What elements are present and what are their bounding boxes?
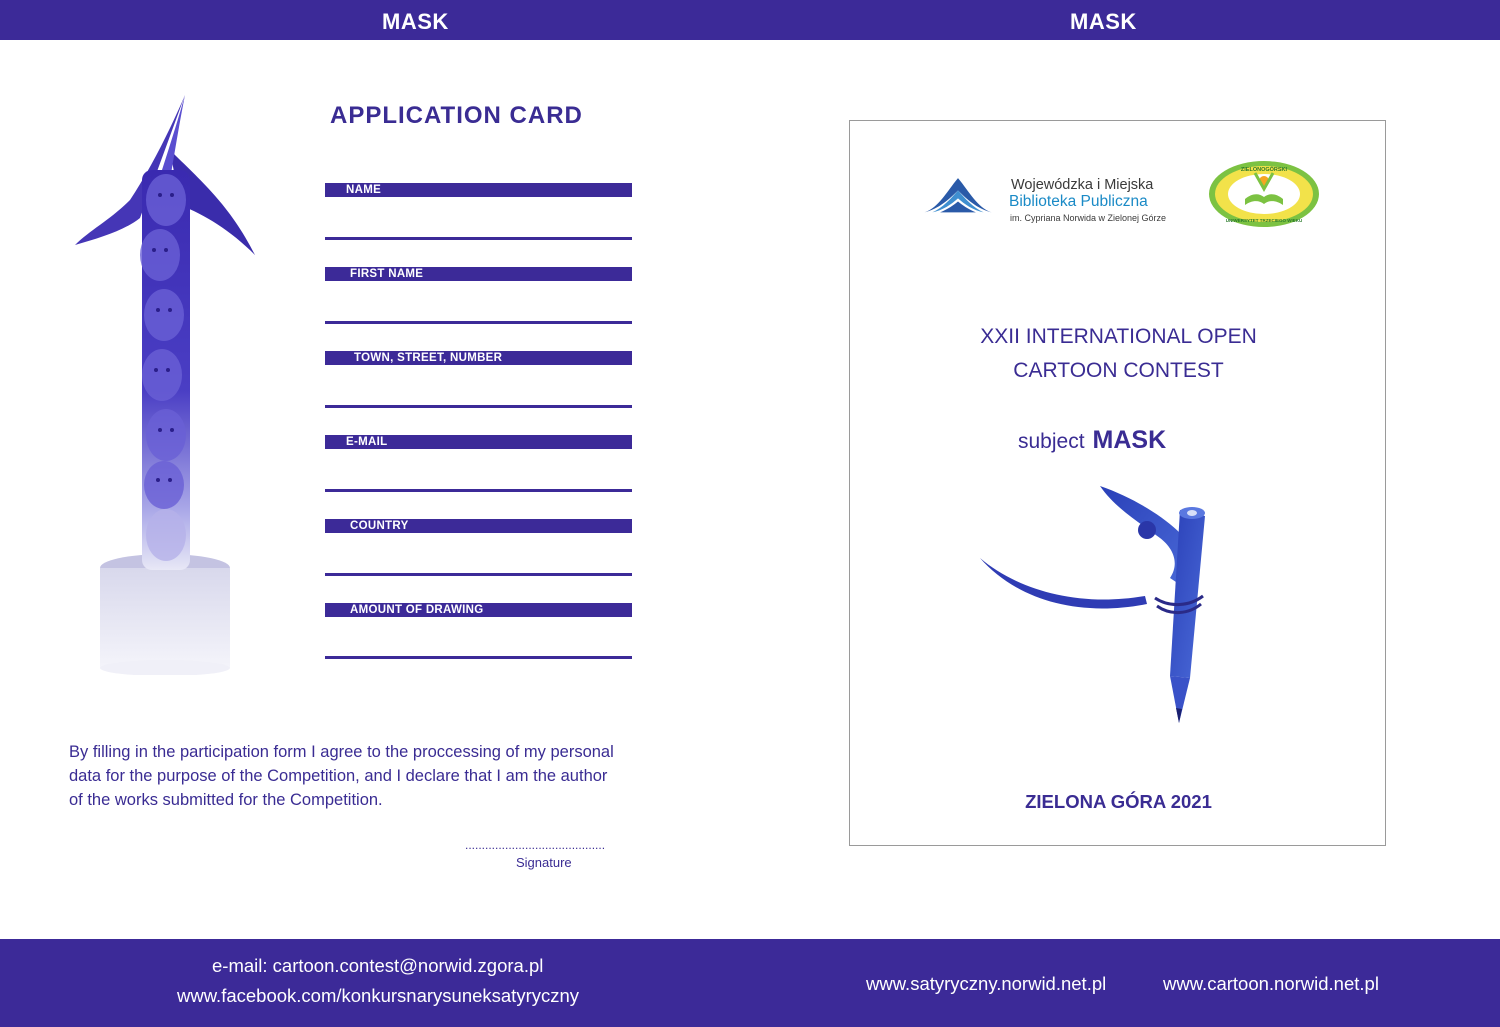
footer-bar xyxy=(0,939,1500,1027)
name-field[interactable] xyxy=(325,237,632,240)
left-page-title: MASK xyxy=(382,9,449,34)
first-name-field[interactable] xyxy=(325,321,632,324)
first-name-field-label xyxy=(325,267,632,281)
country-field-label xyxy=(325,519,632,533)
email-label-text: E-MAIL xyxy=(346,436,388,448)
subject-heading xyxy=(1018,426,1166,455)
consent-line: By filling in the participation form I agree to the proccessing of my personal xyxy=(69,743,614,761)
top-bar xyxy=(0,0,1500,40)
signature-label: Signature xyxy=(516,855,572,870)
country-field[interactable] xyxy=(325,573,632,576)
contact-email-link[interactable]: e-mail: cartoon.contest@norwid.zgora.pl xyxy=(212,955,544,976)
library-logo-icon xyxy=(923,171,993,221)
amount-field-label xyxy=(325,603,632,617)
email-field[interactable] xyxy=(325,489,632,492)
university-third-age-logo-icon xyxy=(1207,159,1322,229)
city-year: ZIELONA GÓRA 2021 xyxy=(1025,791,1212,812)
facebook-link[interactable]: www.facebook.com/konkursnarysuneksatyryczny xyxy=(177,985,580,1006)
library-name-line1: Wojewódzka i Miejska xyxy=(1011,177,1154,193)
application-card-title: APPLICATION CARD xyxy=(330,102,583,129)
consent-line: data for the purpose of the Competition, and I declare that I am the author xyxy=(69,767,608,785)
svg-text:ZIELONOGÓRSKI: ZIELONOGÓRSKI xyxy=(1240,167,1288,173)
contest-title-line1: XXII INTERNATIONAL OPEN xyxy=(980,325,1257,348)
first-name-label-text: FIRST NAME xyxy=(350,268,424,280)
email-field-label xyxy=(325,435,632,449)
right-page-title: MASK xyxy=(1070,9,1137,34)
address-field[interactable] xyxy=(325,405,632,408)
cover-page xyxy=(849,120,1386,846)
amount-of-drawing-field[interactable] xyxy=(325,656,632,659)
name-field-label xyxy=(325,183,632,197)
amount-label-text: AMOUNT OF DRAWING xyxy=(350,604,484,616)
address-field-label xyxy=(325,351,632,365)
library-name-line2: Biblioteka Publiczna xyxy=(1009,193,1148,210)
svg-text:UNIWERSYTET TRZECIEGO WIEKU: UNIWERSYTET TRZECIEGO WIEKU xyxy=(1225,218,1303,223)
name-label-text: NAME xyxy=(346,184,382,196)
address-label-text: TOWN, STREET, NUMBER xyxy=(354,352,503,364)
trophy-statue-image xyxy=(70,90,270,675)
contest-title-line2: CARTOON CONTEST xyxy=(1013,359,1224,382)
signature-line[interactable]: .......................................... xyxy=(465,838,606,852)
country-label-text: COUNTRY xyxy=(350,520,409,532)
library-name-line3: im. Cypriana Norwida w Zielonej Górze xyxy=(1010,213,1167,223)
pencil-sculpture-image xyxy=(975,478,1245,738)
website-satyryczny-link[interactable]: www.satyryczny.norwid.net.pl xyxy=(866,973,1107,994)
consent-line: of the works submitted for the Competition. xyxy=(69,791,383,809)
subject-word: subject xyxy=(1018,430,1085,453)
subject-value: MASK xyxy=(1092,426,1167,454)
consent-text xyxy=(69,740,669,812)
website-cartoon-link[interactable]: www.cartoon.norwid.net.pl xyxy=(1163,973,1379,994)
